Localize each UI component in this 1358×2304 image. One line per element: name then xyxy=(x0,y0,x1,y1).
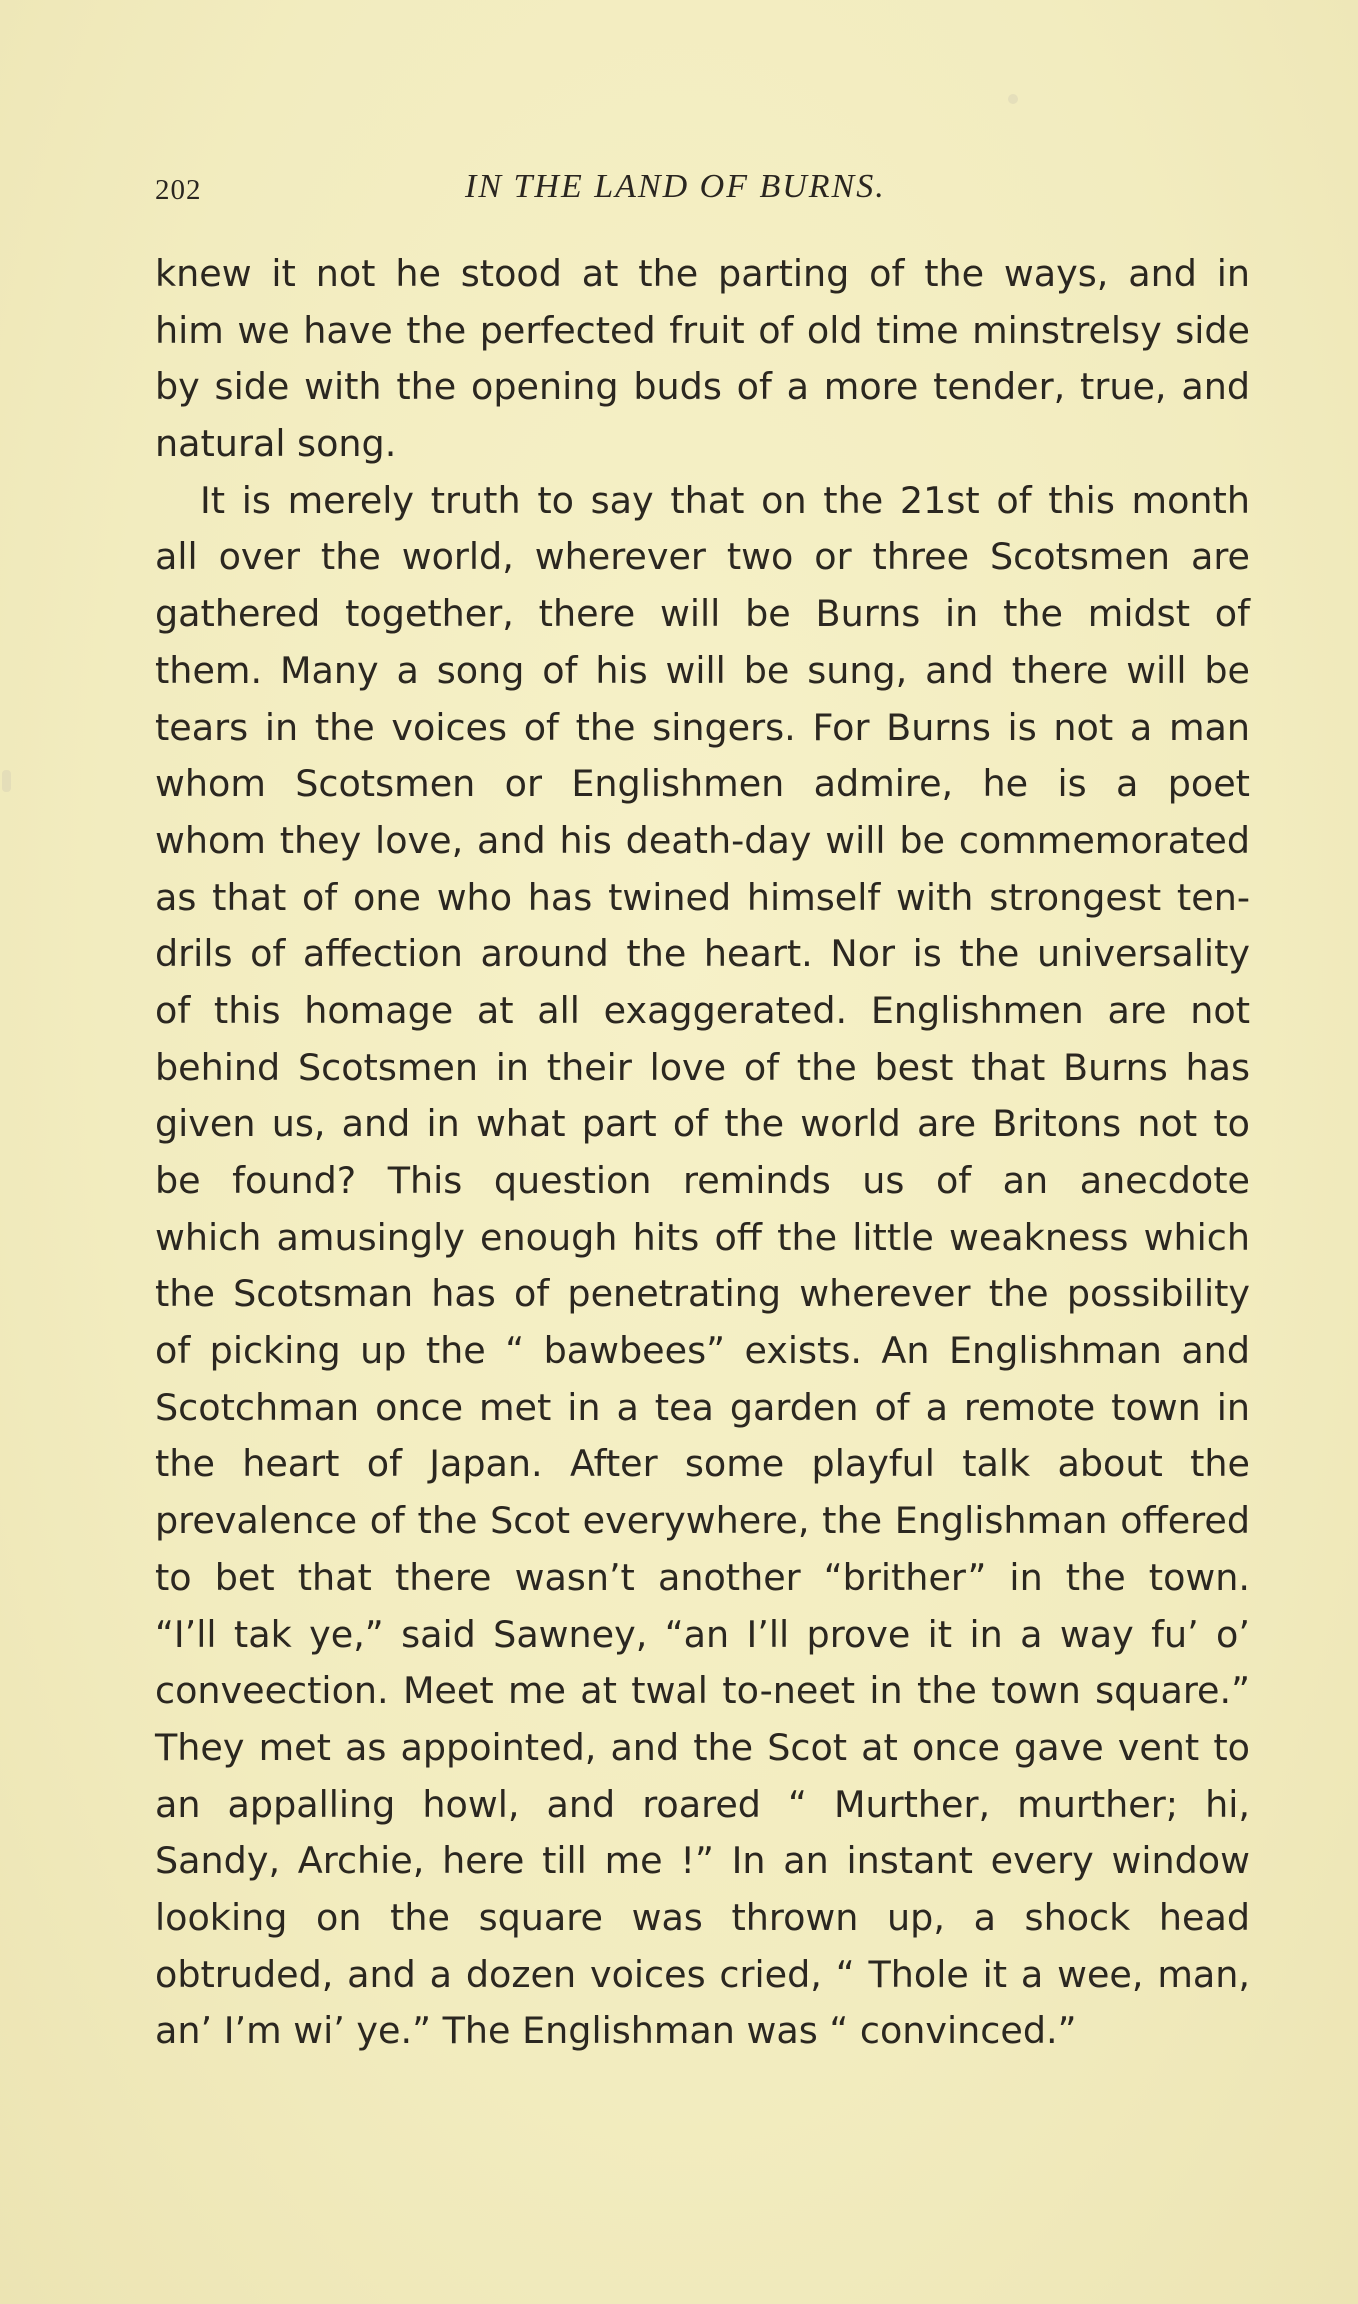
text-line: which amusingly enough hits off the little weakness which xyxy=(155,1215,1250,1259)
text-line: tears in the voices of the singers. For Burns is not a man xyxy=(155,705,1250,749)
text-line: of picking up the “ bawbees” exists. An Englishman and xyxy=(155,1329,1250,1373)
text-line: looking on the square was thrown up, a shock head xyxy=(155,1895,1250,1939)
page-number: 202 xyxy=(155,174,202,206)
text-line: an’ I’m wi’ ye.” The Englishman was “ convinced.” xyxy=(155,2009,1077,2053)
text-line: by side with the opening buds of a more tender, true, and xyxy=(155,365,1250,409)
page-header xyxy=(155,168,1250,218)
text-line: whom Scotsmen or Englishmen admire, he is a poet xyxy=(155,762,1250,806)
paper-spot xyxy=(2,770,11,792)
text-line: obtruded, and a dozen voices cried, “ Thole it a wee, man, xyxy=(155,1952,1250,1996)
text-line: natural song. xyxy=(155,422,397,466)
text-line: given us, and in what part of the world are Britons not to xyxy=(155,1102,1250,1146)
text-line: be found? This question reminds us of an anecdote xyxy=(155,1159,1250,1202)
text-line: knew it not he stood at the parting of the ways, and in xyxy=(155,252,1250,295)
body-text xyxy=(155,246,1250,2060)
text-line: of this homage at all exaggerated. Englishmen are not xyxy=(155,988,1250,1032)
text-line: Sandy, Archie, here till me !” In an instant every window xyxy=(155,1839,1250,1883)
text-line: gathered together, there will be Burns in the midst of xyxy=(155,592,1250,636)
running-title: IN THE LAND OF BURNS. xyxy=(465,168,886,205)
text-line: all over the world, wherever two or three Scotsmen are xyxy=(155,535,1250,579)
text-line: as that of one who has twined himself with strongest ten- xyxy=(155,875,1250,919)
text-line: him we have the perfected fruit of old time minstrelsy side xyxy=(155,308,1250,352)
text-line: an appalling howl, and roared “ Murther, murther; hi, xyxy=(155,1782,1250,1826)
text-line: whom they love, and his death-day will be commemorated xyxy=(155,818,1250,862)
text-line: drils of affection around the heart. Nor is the universality xyxy=(155,932,1250,976)
text-line: They met as appointed, and the Scot at once gave vent to xyxy=(155,1725,1250,1769)
text-line: “I’ll tak ye,” said Sawney, “an I’ll prove it in a way fu’ o’ xyxy=(155,1612,1250,1656)
text-line: It is merely truth to say that on the 21st of this month xyxy=(200,478,1250,522)
text-line: them. Many a song of his will be sung, and there will be xyxy=(155,648,1250,692)
text-line: prevalence of the Scot everywhere, the Englishman offered xyxy=(155,1499,1250,1543)
text-line: the Scotsman has of penetrating wherever the possibility xyxy=(155,1272,1250,1316)
text-line: conveection. Meet me at twal to-neet in the town square.” xyxy=(155,1669,1250,1713)
text-line: the heart of Japan. After some playful talk about the xyxy=(155,1442,1250,1486)
paper-spot xyxy=(1008,94,1018,104)
text-line: Scotchman once met in a tea garden of a remote town in xyxy=(155,1385,1250,1429)
text-line: to bet that there wasn’t another “brither” in the town. xyxy=(155,1555,1250,1599)
text-line: behind Scotsmen in their love of the best that Burns has xyxy=(155,1045,1250,1089)
